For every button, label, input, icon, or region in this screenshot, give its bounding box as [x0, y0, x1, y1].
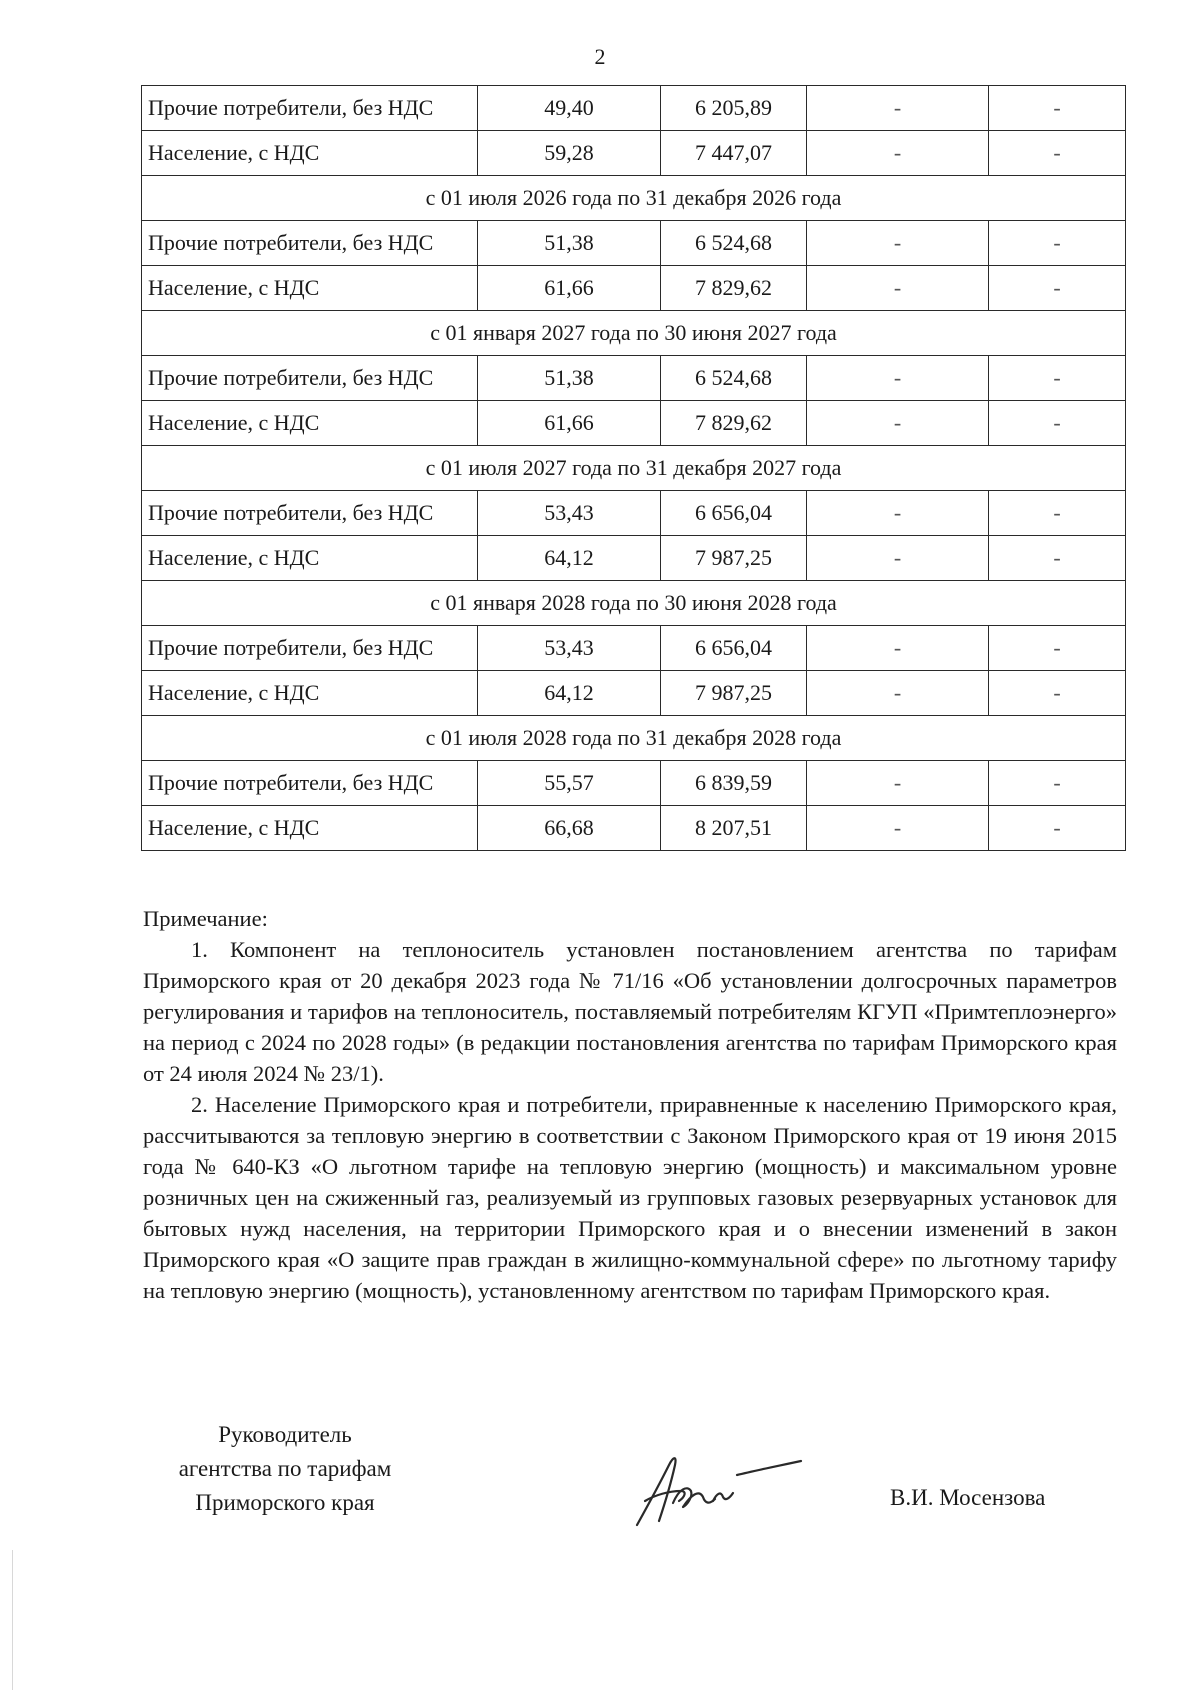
value-cell: 59,28: [478, 131, 661, 176]
period-cell: с 01 июля 2026 года по 31 декабря 2026 года: [142, 176, 1126, 221]
signer-name: В.И. Мосензова: [890, 1485, 1046, 1510]
period-row: [142, 581, 1126, 626]
value-cell: -: [989, 671, 1126, 716]
consumer-cell: Население, с НДС: [142, 536, 478, 581]
value-cell: -: [989, 536, 1126, 581]
tariff-table-body: [142, 86, 1126, 851]
table-row: [142, 536, 1126, 581]
period-cell: с 01 июля 2027 года по 31 декабря 2027 года: [142, 446, 1126, 491]
value-cell: -: [989, 266, 1126, 311]
value-cell: 49,40: [478, 86, 661, 131]
consumer-cell: Прочие потребители, без НДС: [142, 761, 478, 806]
value-cell: 6 205,89: [661, 86, 807, 131]
value-cell: 6 524,68: [661, 356, 807, 401]
value-cell: 6 839,59: [661, 761, 807, 806]
value-cell: 66,68: [478, 806, 661, 851]
value-cell: -: [989, 221, 1126, 266]
page-number: 2: [594, 44, 606, 69]
notes-heading: Примечание:: [143, 906, 268, 931]
period-row: [142, 446, 1126, 491]
value-cell: 51,38: [478, 221, 661, 266]
table-row: [142, 671, 1126, 716]
value-cell: -: [807, 356, 989, 401]
value-cell: 7 829,62: [661, 401, 807, 446]
value-cell: 6 656,04: [661, 491, 807, 536]
value-cell: -: [989, 86, 1126, 131]
position-line: Приморского края: [195, 1490, 375, 1515]
value-cell: 7 829,62: [661, 266, 807, 311]
consumer-cell: Прочие потребители, без НДС: [142, 491, 478, 536]
value-cell: -: [807, 671, 989, 716]
value-cell: -: [989, 491, 1126, 536]
note-item-1: 1. Компонент на теплоноситель установлен постановлением агентства по тарифам Приморского края от 20 декабря 2023 года № 71/16 «Об установлении долгосрочных параметров регулирования и тарифов на теплоноситель, поставляемый потребителям КГУП «Примтеплоэнерго» на период с 2024 по 2028 годы» (в редакции постановления агентства по тарифам Приморского края от 24 июля 2024 № 23/1).: [143, 937, 1117, 1086]
consumer-cell: Население, с НДС: [142, 266, 478, 311]
table-row: [142, 626, 1126, 671]
value-cell: 61,66: [478, 266, 661, 311]
position-line: агентства по тарифам: [178, 1456, 392, 1481]
consumer-cell: Прочие потребители, без НДС: [142, 626, 478, 671]
table-row: [142, 491, 1126, 536]
value-cell: -: [807, 401, 989, 446]
value-cell: -: [807, 761, 989, 806]
value-cell: -: [807, 266, 989, 311]
position-line: Руководитель: [218, 1422, 352, 1447]
period-cell: с 01 января 2027 года по 30 июня 2027 года: [142, 311, 1126, 356]
consumer-cell: Прочие потребители, без НДС: [142, 356, 478, 401]
period-row: [142, 176, 1126, 221]
handwritten-signature-icon: [625, 1445, 815, 1535]
value-cell: 64,12: [478, 536, 661, 581]
table-row: [142, 266, 1126, 311]
period-row: [142, 311, 1126, 356]
value-cell: 53,43: [478, 626, 661, 671]
value-cell: -: [807, 491, 989, 536]
table-row: [142, 806, 1126, 851]
value-cell: -: [989, 401, 1126, 446]
table-row: [142, 221, 1126, 266]
value-cell: 7 987,25: [661, 671, 807, 716]
note-item-2: 2. Население Приморского края и потребители, приравненные к населению Приморского края, рассчитываются за тепловую энергию в соответствии с Законом Приморского края от 19 июня 2015 года № 640-КЗ «О льготном тарифе на тепловую энергию (мощность) и максимальном уровне розничных цен на сжиженный газ, реализуемый из групповых газовых резервуарных установок для бытовых нужд населения, на территории Приморского края и о внесении изменений в закон Приморского края «О защите прав граждан в жилищно-коммунальной сфере» по льготному тарифу на тепловую энергию (мощность), установленному агентством по тарифам Приморского края.: [143, 1092, 1117, 1303]
period-row: [142, 716, 1126, 761]
value-cell: -: [989, 131, 1126, 176]
value-cell: 8 207,51: [661, 806, 807, 851]
period-cell: с 01 июля 2028 года по 31 декабря 2028 года: [142, 716, 1126, 761]
value-cell: 6 524,68: [661, 221, 807, 266]
value-cell: -: [989, 626, 1126, 671]
value-cell: 7 987,25: [661, 536, 807, 581]
table-row: [142, 131, 1126, 176]
value-cell: 55,57: [478, 761, 661, 806]
value-cell: -: [989, 356, 1126, 401]
consumer-cell: Прочие потребители, без НДС: [142, 221, 478, 266]
value-cell: -: [807, 86, 989, 131]
notes-section: [143, 903, 1117, 1306]
tariff-table: [141, 85, 1126, 851]
scan-edge-line: [12, 1550, 13, 1690]
signatory-position: [150, 1418, 420, 1520]
value-cell: 51,38: [478, 356, 661, 401]
value-cell: 64,12: [478, 671, 661, 716]
consumer-cell: Население, с НДС: [142, 131, 478, 176]
value-cell: 7 447,07: [661, 131, 807, 176]
value-cell: -: [807, 626, 989, 671]
value-cell: 6 656,04: [661, 626, 807, 671]
table-row: [142, 356, 1126, 401]
value-cell: 61,66: [478, 401, 661, 446]
value-cell: -: [807, 131, 989, 176]
consumer-cell: Население, с НДС: [142, 401, 478, 446]
value-cell: 53,43: [478, 491, 661, 536]
consumer-cell: Население, с НДС: [142, 806, 478, 851]
value-cell: -: [807, 221, 989, 266]
table-row: [142, 401, 1126, 446]
consumer-cell: Прочие потребители, без НДС: [142, 86, 478, 131]
table-row: [142, 86, 1126, 131]
value-cell: -: [989, 806, 1126, 851]
value-cell: -: [807, 806, 989, 851]
consumer-cell: Население, с НДС: [142, 671, 478, 716]
value-cell: -: [807, 536, 989, 581]
period-cell: с 01 января 2028 года по 30 июня 2028 года: [142, 581, 1126, 626]
value-cell: -: [989, 761, 1126, 806]
table-row: [142, 761, 1126, 806]
